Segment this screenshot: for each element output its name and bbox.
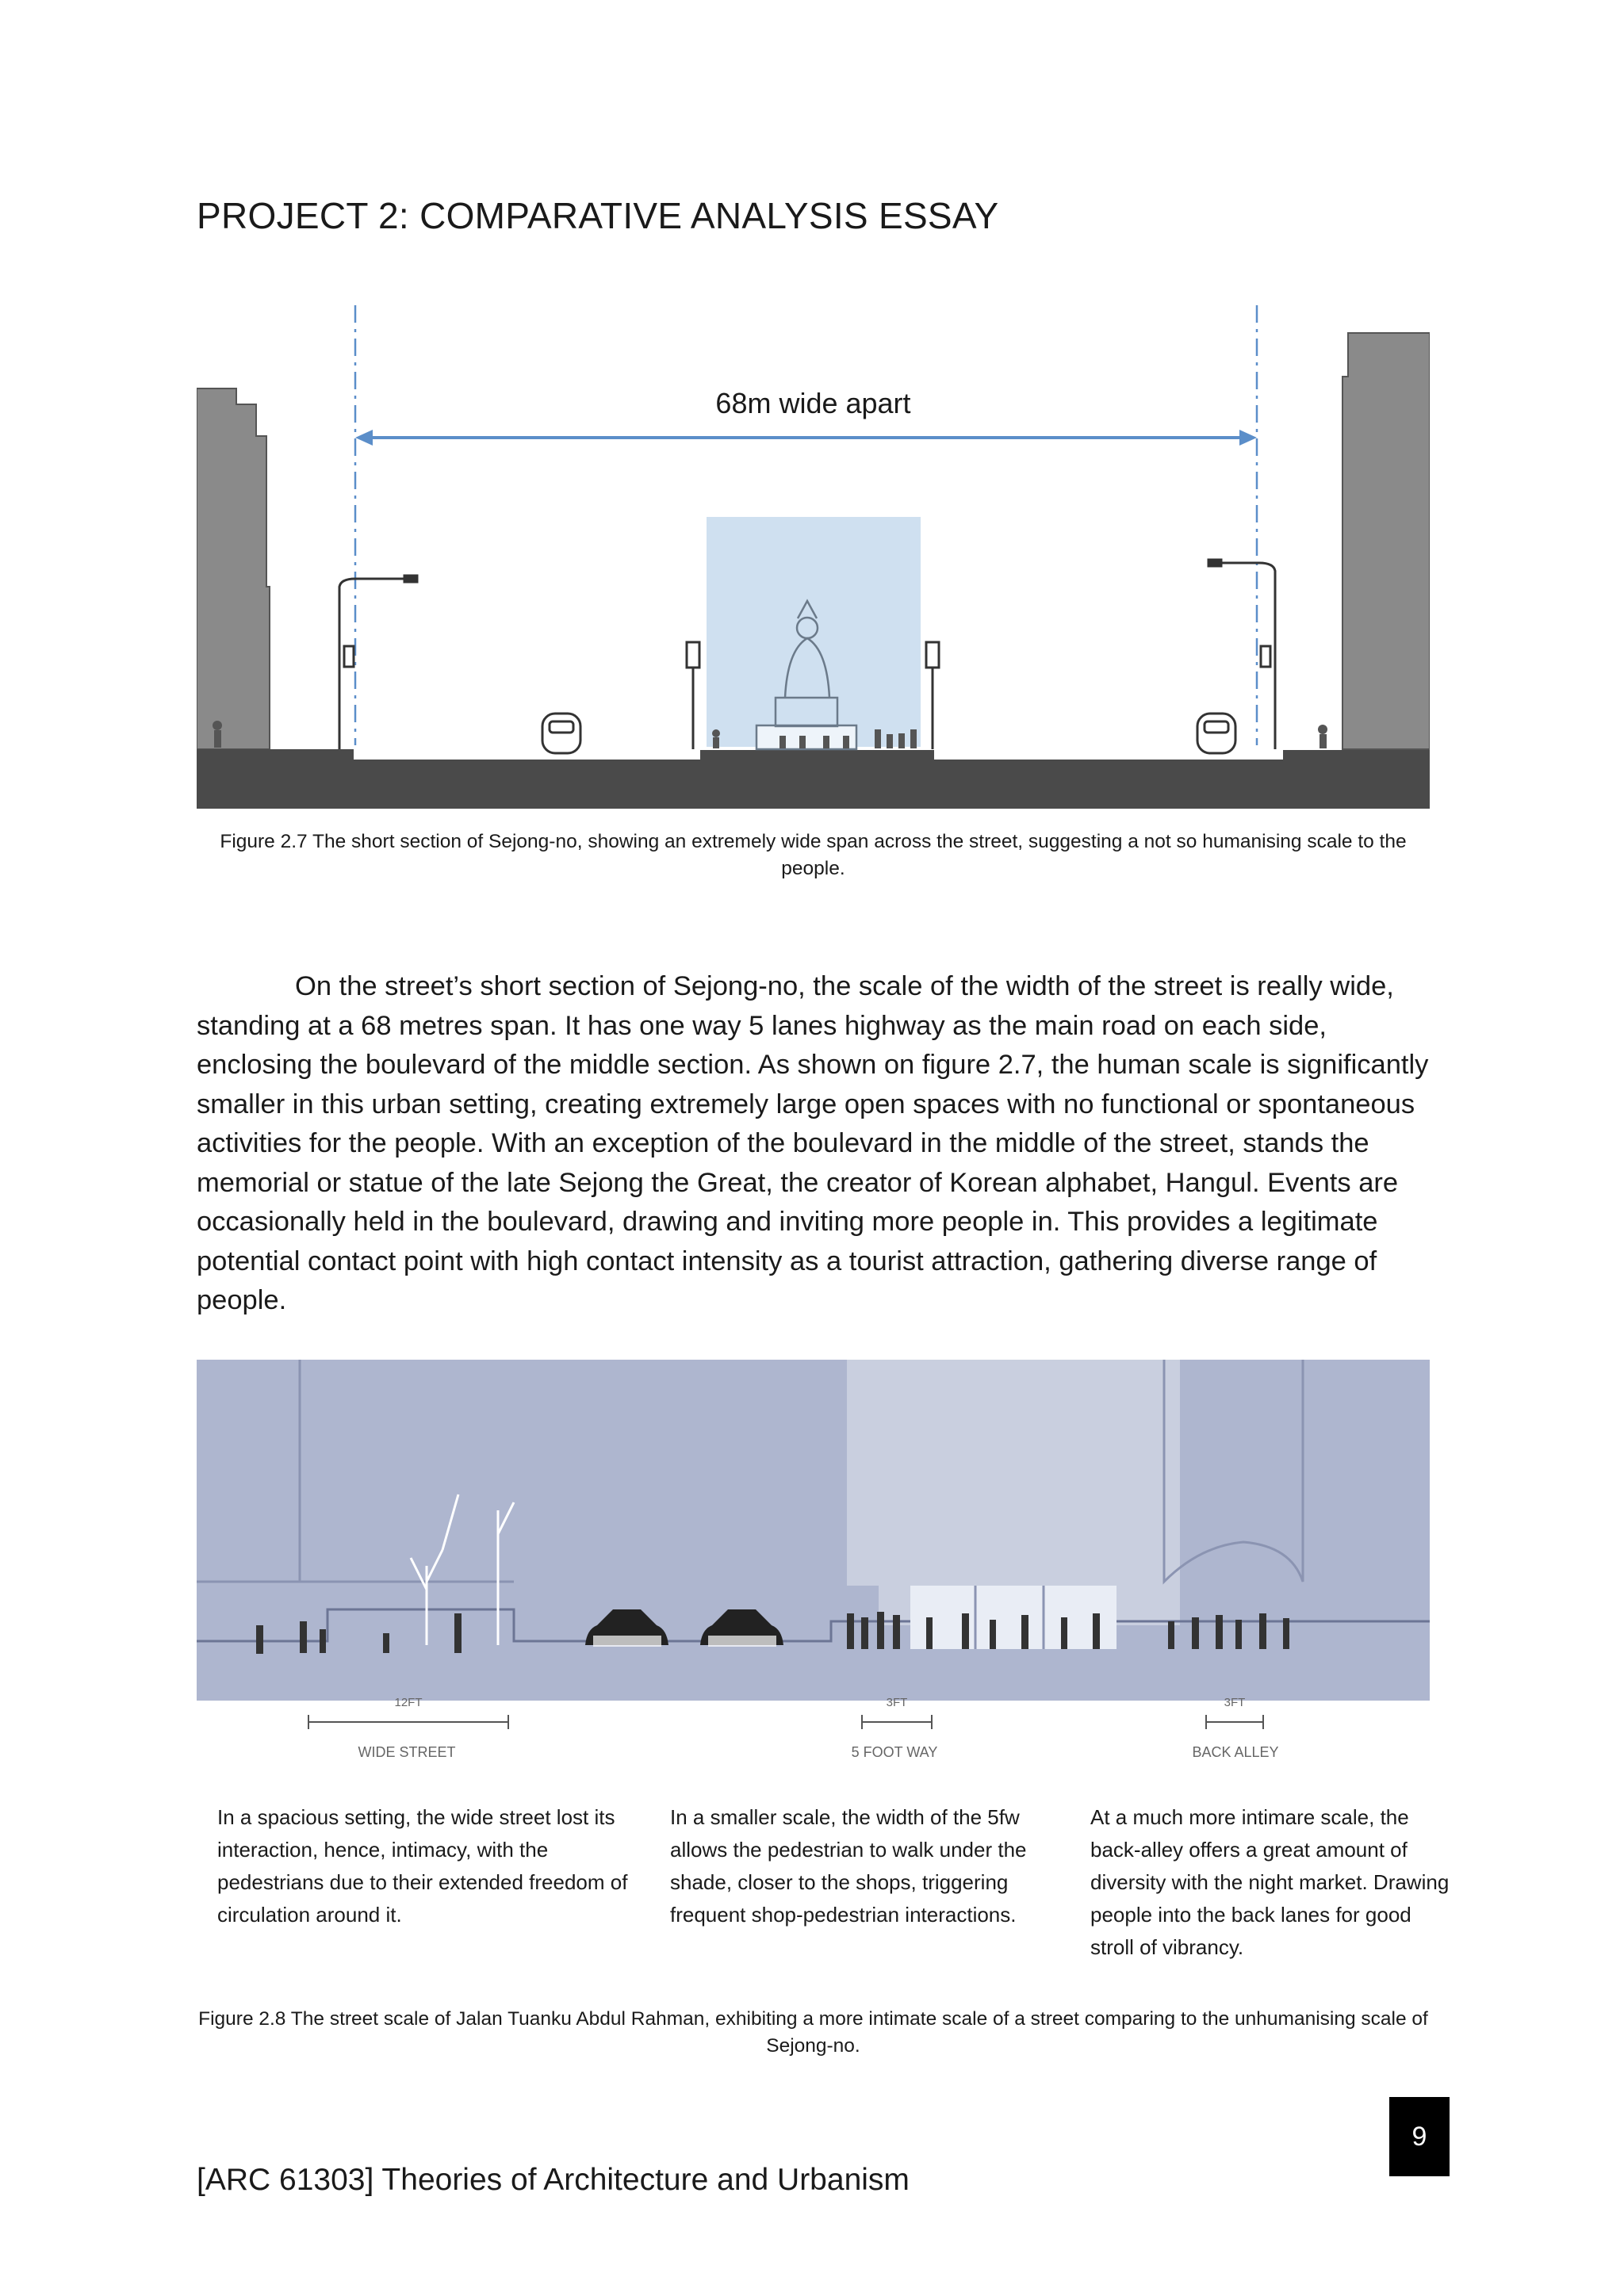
- left-building: [197, 388, 270, 749]
- car-left: [542, 714, 580, 753]
- dimension-label-3ft: 3FT: [886, 1696, 908, 1709]
- traffic-signal-left: [687, 642, 699, 749]
- footer: [ARC 61303] Theories of Architecture and Urbanism: [197, 2163, 910, 2197]
- label-back-alley: BACK ALLEY: [1192, 1744, 1279, 1760]
- car-right: [1197, 714, 1235, 753]
- dimension-wide-street: [308, 1696, 509, 1729]
- jalan-section-drawing: [197, 1360, 1430, 1772]
- traffic-signal-right: [926, 642, 939, 749]
- figure-sejong-no-section: [197, 301, 1430, 813]
- page-title: PROJECT 2: COMPARATIVE ANALYSIS ESSAY: [197, 195, 999, 236]
- column-wide-street: In a spacious setting, the wide street lost its interaction, hence, intimacy, with the pedestrians due to their extended freedom of circulation around it.: [217, 1805, 628, 1927]
- body-paragraph: On the street’s short section of Sejong-no, the scale of the width of the street is really wide, standing at a 68 metres span. It has one way 5 lanes highway as the main road on each side, enclosing the boulevard of the middle section. As shown on figure 2.7, the human scale is significantly smaller in this urban setting, creating extremely large open spaces with no functional or spontaneous activities for the people. With an exception of the boulevard in the middle of the street, stands the memorial or statue of the late Sejong the Great, the creator of Korean alphabet, Hangul. Events are occasionally held in the boulevard, drawing and inviting more people in. This provides a legitimate potential contact point with high contact intensity as a tourist attraction, gathering diverse range of people.: [197, 971, 1429, 1315]
- column-5-foot-way: In a smaller scale, the width of the 5fw allows the pedestrian to walk under the shade, closer to the shops, triggering frequent shop-pedestrian interactions.: [670, 1805, 1027, 1927]
- street-lamp-left: [339, 576, 417, 749]
- figure-jalan-tar-section: [197, 1360, 1430, 1772]
- dimension-back-alley: [1205, 1696, 1264, 1729]
- dim-arrowhead-left: [355, 430, 373, 446]
- figure-2-7-caption: Figure 2.7 The short section of Sejong-no, showing an extremely wide span across the street, suggesting a not so humanising scale to the people.: [220, 831, 1407, 879]
- column-back-alley: At a much more intimare scale, the back-alley offers a great amount of diversity with the night market. Drawing people into the back lanes for good stroll of vibrancy.: [1090, 1805, 1450, 1959]
- dimension-label-3ft-alley: 3FT: [1224, 1696, 1246, 1709]
- dimension-5-foot-way: [861, 1696, 933, 1729]
- figure-2-8-caption: Figure 2.8 The street scale of Jalan Tuanku Abdul Rahman, exhibiting a more intimate scale of a street comparing to the unhumanising scale of Sejong-no.: [198, 2008, 1428, 2057]
- dimension-label-12ft: 12FT: [394, 1696, 423, 1709]
- body-text: [197, 967, 1438, 1321]
- label-5-foot-way: 5 FOOT WAY: [851, 1744, 938, 1760]
- page-number: 9: [1389, 2097, 1450, 2176]
- ground-section: [197, 749, 1430, 809]
- sejong-section-drawing: [197, 301, 1430, 813]
- label-wide-street: WIDE STREET: [358, 1744, 456, 1760]
- span-dimension-label: 68m wide apart: [715, 387, 911, 419]
- dim-arrowhead-right: [1239, 430, 1257, 446]
- building-mass-left: [197, 1360, 1430, 1701]
- boulevard-highlight: [707, 517, 921, 747]
- shop-front: [910, 1586, 1116, 1649]
